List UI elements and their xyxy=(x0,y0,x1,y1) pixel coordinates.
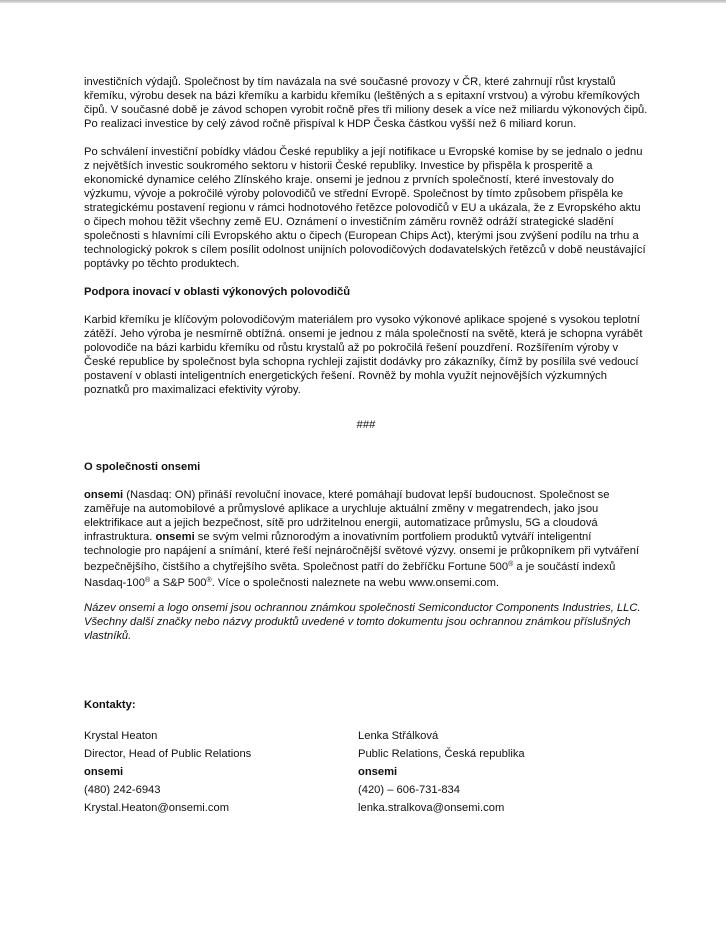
paragraph-incentive: Po schválení investiční pobídky vládou České republiky a její notifikace u Evropské komise by se jednalo o jednu z největších investic soukromého sektoru v historii České republiky. Investice by přispěla k prosperitě a ekonomické dynamice celého Zlínského kraje. onsemi je jednou z prvních společností, které investovaly do výzkumu, vývoje a pokročilé výroby polovodičů ve střední Evropě. Společnost by tímto způsobem přispěla ke strategickému postavení regionu v rámci hodnotového řetězce polovodičů v EU a ukázala, že z Evropského aktu o čipech mohou těžit všechny země EU. Oznámení o investičním záměru rovněž odráží strategické sladění společnosti s hlavními cíli Evropského aktu o čipech (European Chips Act), kterými jsou zvýšení podílu na trhu a technologický pokrok s cílem posílit odolnost unijních polovodičových dodavatelských řetězců v době neustávající poptávky po těchto produktech. xyxy=(84,146,646,270)
text-run: ® xyxy=(508,561,514,568)
paragraph-silicon-carbide: Karbid křemíku je klíčovým polovodičovým materiálem pro vysoko výkonové aplikace spojené s vysokou teplotní zátěží. Jeho výroba je nesmírně obtížná. onsemi je jednou z mála společností na světě, která je schopna vyrábět polovodiče na bázi karbidu křemíku od růstu krystalů až po pokročilá řešení pouzdření. Rozšířením výroby v České republice by společnost byla schopna rychleji zajistit dodávky pro zákazníky, čímž by posílila své vedoucí postavení v oblasti inteligentních energetických řešení. Rovněž by mohla využít nejnovějších výzkumných poznatků pro maximalizaci efektivity výroby. xyxy=(84,314,643,396)
trademark-note: Název onsemi a logo onsemi jsou ochrannou známkou společnosti Semiconductor Components Industries, LLC. Všechny další značky nebo názvy produktů uvedené v tomto dokumentu jsou ochrannou známkou příslušných vlastníků. xyxy=(84,602,641,642)
contact-email: Krystal.Heaton@onsemi.com xyxy=(84,802,230,814)
paragraph-investment: investičních výdajů. Společnost by tím navázala na své současné provozy v ČR, které zahrnují růst krystalů křemíku, výrobu desek na bázi křemíku a karbidu křemíku (leštěných a s epitaxní vrstvou) a výrobu křemíkových čipů. V současné době je závod schopen vyrobit ročně přes tři miliony desek a více než miliardu výkonových čipů. Po realizaci investice by celý závod ročně přispíval k HDP Česka částkou vyšší než 6 miliard korun. xyxy=(84,76,648,130)
text-run: onsemi xyxy=(84,489,124,501)
press-release-body xyxy=(84,0,648,817)
contact-title: Director, Head of Public Relations xyxy=(84,748,252,760)
contact-name: Lenka Střálková xyxy=(358,730,439,742)
contact-company: onsemi xyxy=(358,766,398,778)
end-marker: ### xyxy=(356,419,376,431)
contact-email: lenka.stralkova@onsemi.com xyxy=(358,802,505,814)
section-heading-innovation: Podpora inovací v oblasti výkonových polovodičů xyxy=(84,286,351,298)
text-run: ® xyxy=(206,577,212,584)
text-run: (Nasdaq: ON) přináší revoluční inovace, které pomáhají budovat lepší budoucnost. Společnost se zaměřuje na automobilové a průmyslové aplikace a urychluje aktuální změny v megatrendech, jako jsou elektrifikace aut a jejich bezpečnost, sítě pro udržitelnou energii, automatizace průmyslu, 5G a cloudová infrastruktura. xyxy=(84,489,610,543)
contact-phone: (480) 242-6943 xyxy=(84,784,161,796)
contact-phone: (420) – 606-731-834 xyxy=(358,784,461,796)
paragraph-about-onsemi xyxy=(84,488,648,590)
text-run: a je součástí indexů Nasdaq-100 xyxy=(84,561,616,589)
contacts-heading: Kontakty: xyxy=(84,699,136,711)
contacts-section xyxy=(84,727,648,817)
contact-title: Public Relations, Česká republika xyxy=(358,748,525,760)
text-run: ® xyxy=(144,577,151,584)
contact-card-left xyxy=(84,727,358,817)
text-run: . Více o společnosti naleznete na webu www.onsemi.com. xyxy=(211,577,499,589)
section-heading-about: O společnosti onsemi xyxy=(84,461,201,473)
text-run: onsemi xyxy=(155,531,195,543)
text-run: a S&P 500 xyxy=(150,577,207,589)
contact-card-right xyxy=(358,727,648,817)
text-run: se svým velmi různorodým a inovativním portfoliem produktů vytváří inteligentní technologie pro napájení a snímání, které řeší nejnáročnější světové výzvy. onsemi je průkopníkem při vytváření bezpečnějšího, čistšího a chytřejšího světa. Společnost patří do žebříčku Fortune 500 xyxy=(84,531,640,573)
contact-company: onsemi xyxy=(84,766,124,778)
contact-name: Krystal Heaton xyxy=(84,730,158,742)
